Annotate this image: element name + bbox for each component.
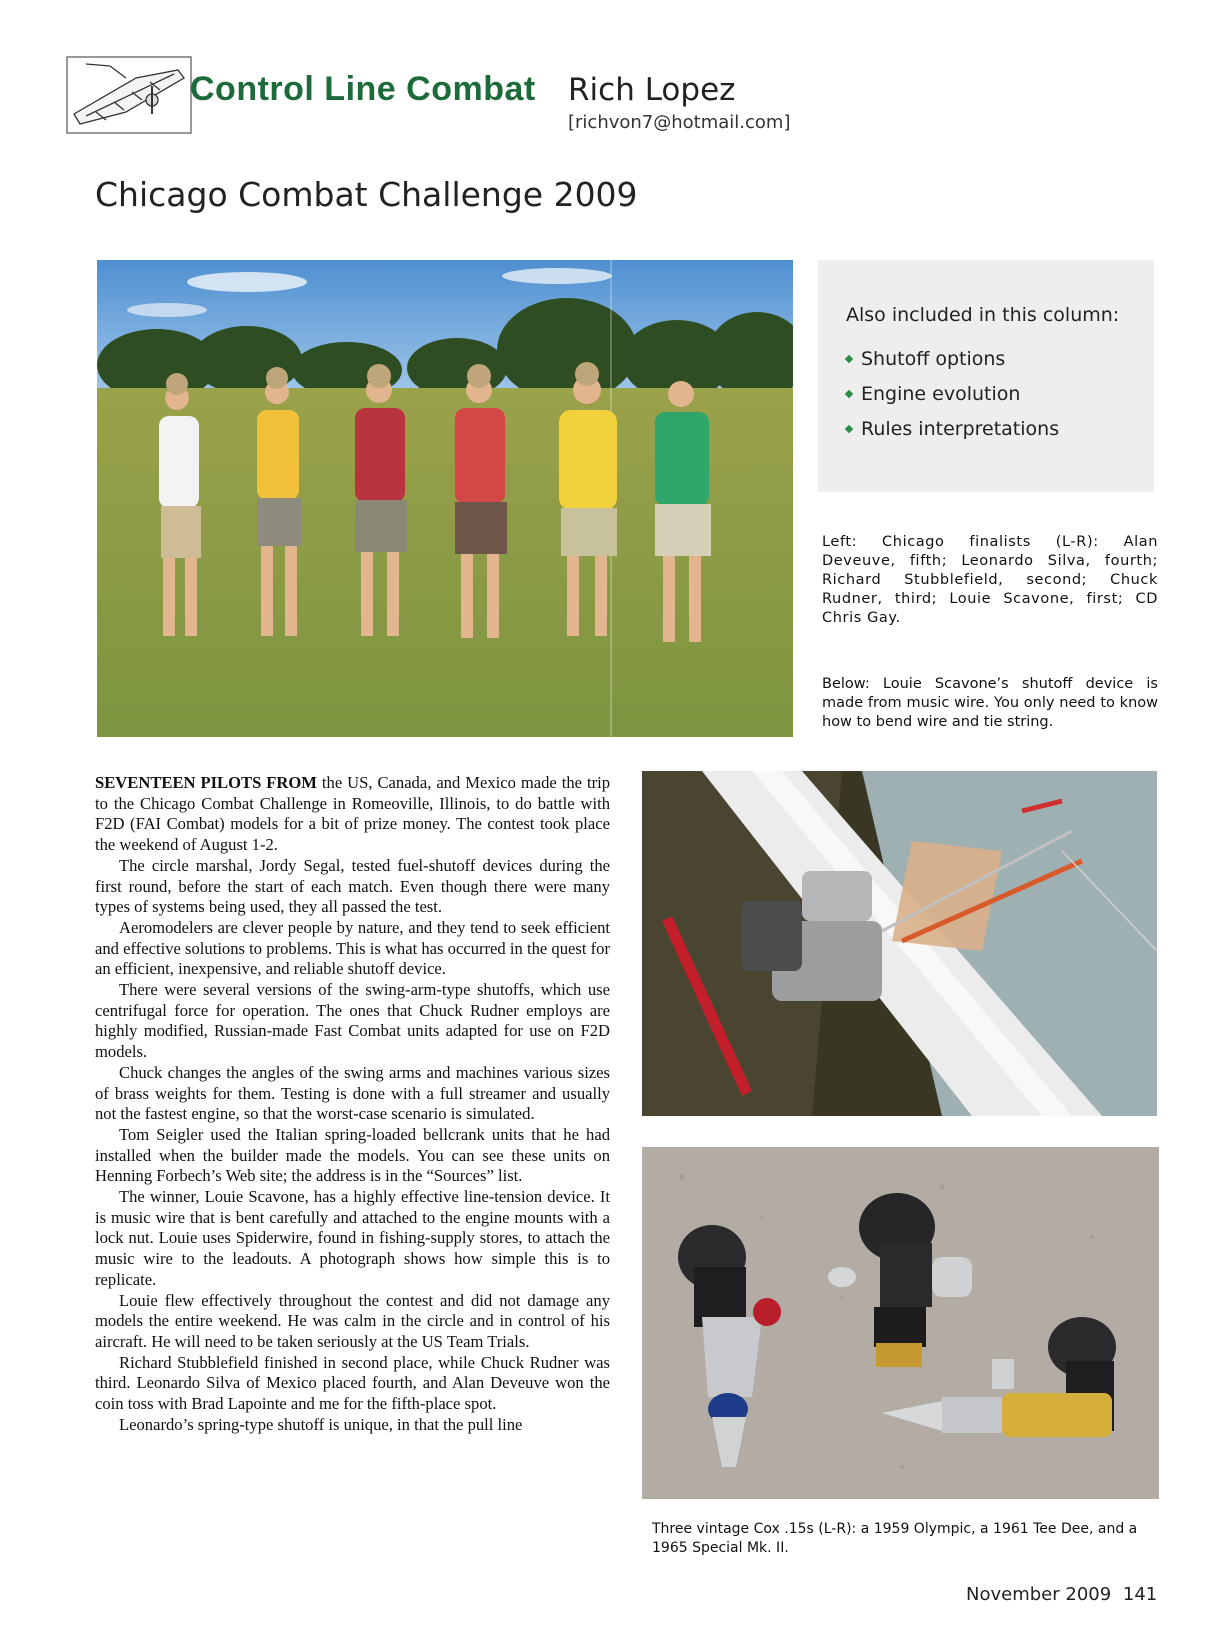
- sidebar-heading: Also included in this column:: [846, 304, 1120, 326]
- body-paragraph: Richard Stubblefield finished in second place, while Chuck Rudner was third. Leonardo Silva of Mexico placed fourth, and Alan Deveuve won the coin toss with Brad Lapointe and me for the fifth-place spot.: [95, 1352, 610, 1414]
- body-paragraph: There were several versions of the swing-arm-type shutoffs, which use centrifugal force for operation. The ones that Chuck Rudner employs are highly modified, Russian-made Fast Combat units adapted for use on F2D models.: [95, 980, 610, 1062]
- finalists-caption: Left: Chicago finalists (L-R): Alan Deveuve, fifth; Leonardo Silva, fourth; Richard Stubblefield, second; Chuck Rudner, third; Louie Scavone, first; CD Chris Gay.: [822, 534, 1158, 626]
- cox-engines-photo: [642, 1147, 1159, 1499]
- issue-date: November 2009: [966, 1584, 1112, 1605]
- body-paragraph: Louie flew effectively throughout the contest and did not damage any models the entire weekend. He was calm in the circle and in control of his aircraft. He will need to be taken seriously at the US Team Trials.: [95, 1290, 610, 1351]
- author-name: Rich Lopez: [568, 72, 736, 108]
- body-paragraph: Tom Seigler used the Italian spring-loaded bellcrank units that he had installed when the builder made the models. You can see these units on Henning Forbech’s Web site; the address is in the “Sources” list.: [95, 1124, 610, 1186]
- sidebar-item: Shutoff options: [846, 348, 1154, 370]
- page-number: 141: [1122, 1584, 1158, 1605]
- author-email: [richvon7@hotmail.com]: [568, 112, 791, 133]
- engines-caption: Three vintage Cox .15s (L-R): a 1959 Olympic, a 1961 Tee Dee, and a 1965 Special Mk. II.: [652, 1521, 1138, 1556]
- bullet-icon: [845, 425, 853, 433]
- sidebar-item: Engine evolution: [846, 383, 1154, 405]
- combat-plane-logo: [66, 56, 192, 134]
- lead-in: SEVENTEEN PILOTS FROM: [95, 773, 317, 792]
- shutoff-device-photo: [642, 771, 1157, 1116]
- bullet-icon: [845, 390, 853, 398]
- sidebar-item: Rules interpretations: [846, 418, 1154, 440]
- column-title: Control Line Combat: [190, 70, 536, 108]
- body-paragraph: Leonardo’s spring-type shutoff is unique, in that the pull line: [119, 1414, 523, 1434]
- body-paragraph: SEVENTEEN PILOTS FROM the US, Canada, and Mexico made the trip to the Chicago Combat Challenge in Romeoville, Illinois, to do battle with F2D (FAI Combat) models for a bit of prize money. The contest took place the weekend of August 1-2.: [95, 773, 611, 855]
- page-folio: [966, 1584, 1157, 1605]
- body-paragraph: The winner, Louie Scavone, has a highly effective line-tension device. It is music wire that is bent carefully and attached to the engine mounts with a lock nut. Louie uses Spiderwire, found in fishing-supply stores, to attach the music wire to the leadouts. A photograph shows how simple this is to replicate.: [95, 1187, 610, 1289]
- body-paragraph: Aeromodelers are clever people by nature, and they tend to seek efficient and effective solutions to problems. This is what has occurred in the quest for an efficient, inexpensive, and reliable shutoff device.: [95, 917, 610, 979]
- bullet-icon: [845, 355, 853, 363]
- sidebar-list: [846, 348, 1154, 440]
- article-title: Chicago Combat Challenge 2009: [95, 175, 638, 214]
- body-paragraph: Chuck changes the angles of the swing arms and machines various sizes of brass weights for them. Testing is done with a full streamer and usually not the fastest engine, so that the worst-case scenario is simulated.: [95, 1062, 610, 1124]
- article-body: [95, 773, 610, 1436]
- shutoff-caption: Below: Louie Scavone’s shutoff device is made from music wire. You only need to know how to bend wire and tie string.: [822, 676, 1158, 730]
- finalists-photo: [97, 260, 793, 737]
- sidebar-box: [818, 260, 1154, 492]
- body-paragraph: The circle marshal, Jordy Segal, tested fuel-shutoff devices during the first round, before the start of each match. Even though there were many types of systems being used, they all passed the test.: [95, 855, 610, 917]
